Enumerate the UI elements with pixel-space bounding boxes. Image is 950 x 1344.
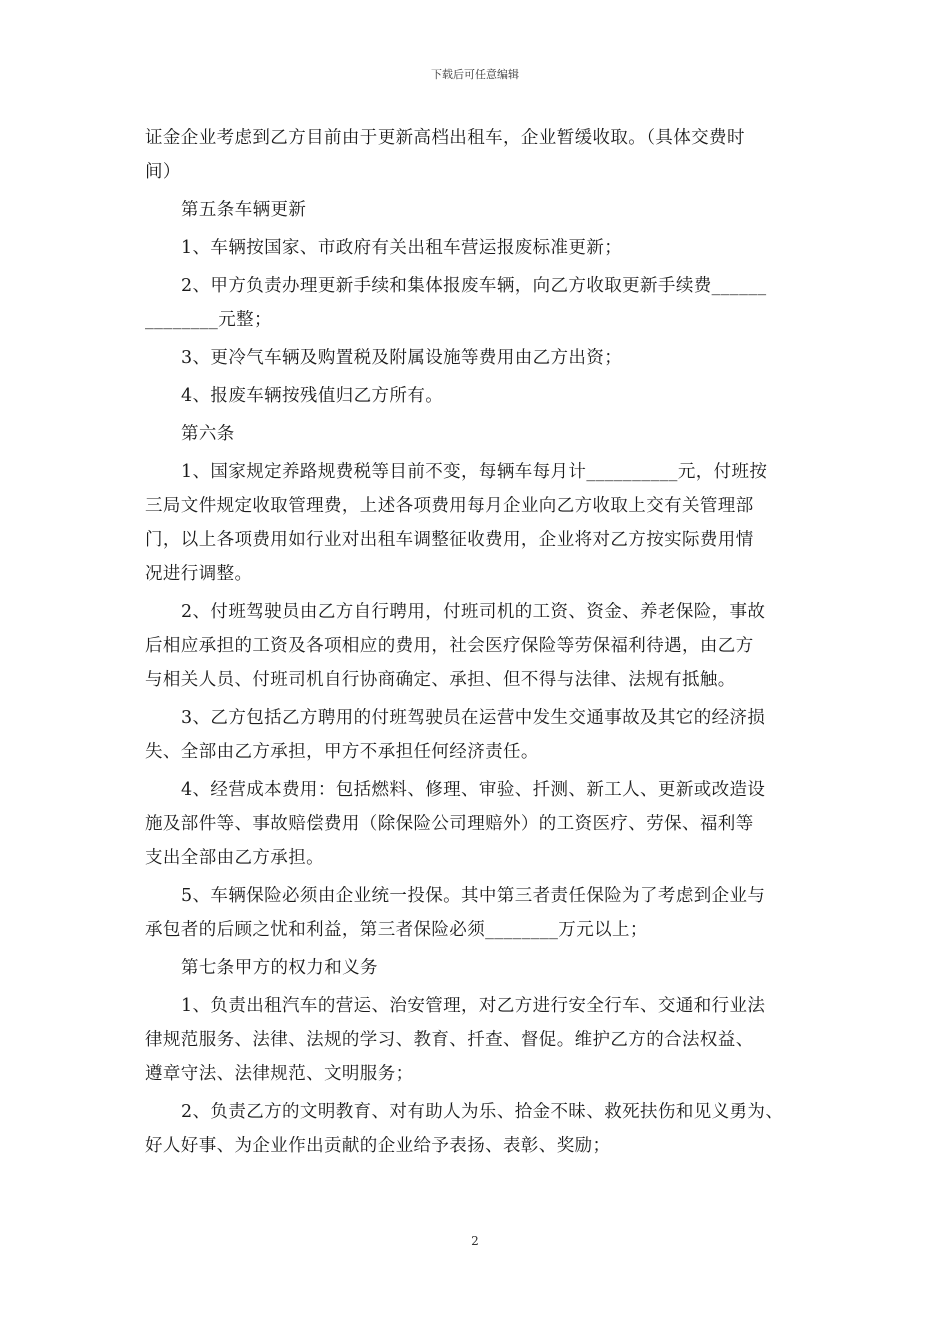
text-line: 律规范服务、法律、法规的学习、教育、扦查、督促。维护乙方的合法权益、 <box>145 1030 754 1050</box>
text-line: 况进行调整。 <box>145 564 253 584</box>
paragraph <box>145 1095 807 1163</box>
paragraph <box>145 341 807 375</box>
text-line: 第六条 <box>181 424 235 444</box>
text-line: 失、全部由乙方承担，甲方不承担任何经济责任。 <box>145 742 539 762</box>
text-line: 好人好事、为企业作出贡献的企业给予表扬、表彰、奖励； <box>145 1136 611 1156</box>
text-line: 第七条甲方的权力和义务 <box>181 958 378 978</box>
text-line: 3、更冷气车辆及购置税及附属设施等费用由乙方出资； <box>181 348 623 368</box>
paragraph <box>145 121 807 189</box>
text-line: ________元整； <box>145 310 272 330</box>
text-line: 三局文件规定收取管理费，上述各项费用每月企业向乙方收取上交有关管理部 <box>145 496 754 516</box>
text-line: 与相关人员、付班司机自行协商确定、承担、但不得与法律、法规有抵触。 <box>145 670 736 690</box>
text-line: 施及部件等、事故赔偿费用（除保险公司理赔外）的工资医疗、劳保、福利等 <box>145 814 754 834</box>
paragraph <box>145 879 807 947</box>
text-line: 证金企业考虑到乙方目前由于更新高档出租车，企业暂缓收取。（具体交费时 <box>145 128 745 148</box>
paragraph <box>145 595 807 697</box>
text-line: 门，以上各项费用如行业对出租车调整征收费用，企业将对乙方按实际费用情 <box>145 530 754 550</box>
page-header: 下载后可任意编辑 <box>431 68 519 81</box>
text-line: 遵章守法、法律规范、文明服务； <box>145 1064 414 1084</box>
paragraph <box>145 193 807 227</box>
document-body <box>145 121 807 1167</box>
text-line: 1、国家规定养路规费税等目前不变，每辆车每月计__________元，付班按 <box>181 462 768 482</box>
text-line: 2、甲方负责办理更新手续和集体报废车辆，向乙方收取更新手续费______ <box>181 276 767 296</box>
text-line: 3、乙方包括乙方聘用的付班驾驶员在运营中发生交通事故及其它的经济损 <box>181 708 766 728</box>
text-line: 4、报废车辆按残值归乙方所有。 <box>181 386 444 406</box>
paragraph <box>145 951 807 985</box>
page-number: 2 <box>471 1234 479 1248</box>
paragraph <box>145 455 807 591</box>
paragraph <box>145 989 807 1091</box>
text-line: 1、负责出租汽车的营运、治安管理，对乙方进行安全行车、交通和行业法 <box>181 996 766 1016</box>
paragraph <box>145 269 807 337</box>
text-line: 间） <box>145 162 181 182</box>
paragraph <box>145 417 807 451</box>
paragraph <box>145 773 807 875</box>
text-line: 第五条车辆更新 <box>181 200 307 220</box>
text-line: 5、车辆保险必须由企业统一投保。其中第三者责任保险为了考虑到企业与 <box>181 886 766 906</box>
paragraph <box>145 701 807 769</box>
text-line: 支出全部由乙方承担。 <box>145 848 324 868</box>
text-line: 2、付班驾驶员由乙方自行聘用，付班司机的工资、资金、养老保险，事故 <box>181 602 766 622</box>
text-line: 后相应承担的工资及各项相应的费用，社会医疗保险等劳保福利待遇，由乙方 <box>145 636 754 656</box>
text-line: 1、车辆按国家、市政府有关出租车营运报废标准更新； <box>181 238 623 258</box>
paragraph <box>145 379 807 413</box>
text-line: 4、经营成本费用：包括燃料、修理、审验、扦测、新工人、更新或改造设 <box>181 780 766 800</box>
text-line: 承包者的后顾之忧和利益，第三者保险必须________万元以上； <box>145 920 648 940</box>
paragraph <box>145 231 807 265</box>
text-line: 2、负责乙方的文明教育、对有助人为乐、拾金不昧、救死扶伤和见义勇为、 <box>181 1102 784 1122</box>
